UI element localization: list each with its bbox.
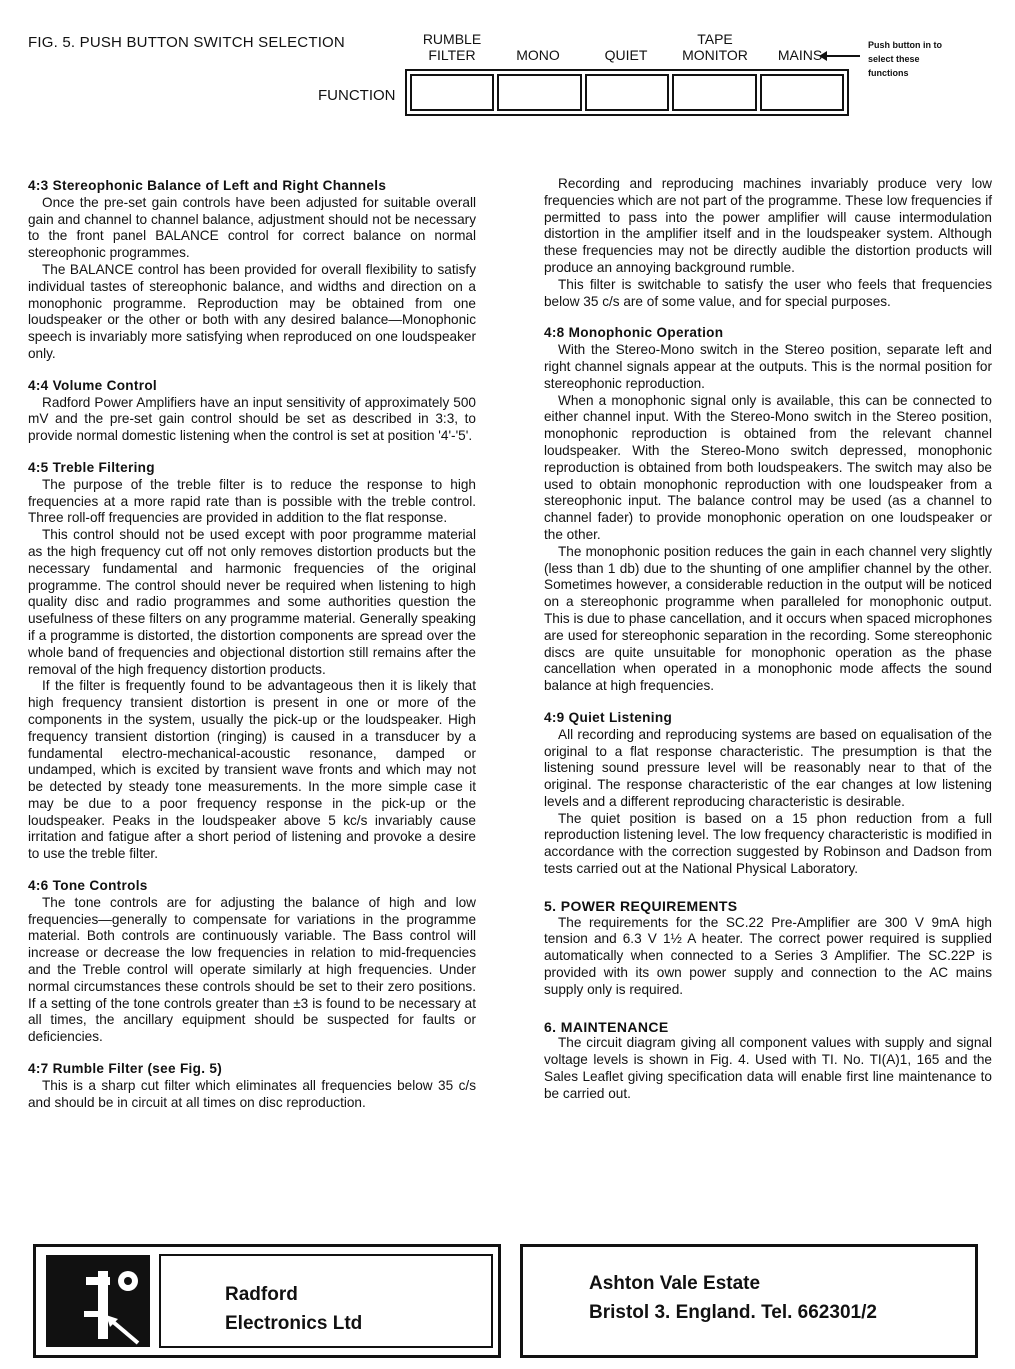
section-4-6 <box>28 878 476 1046</box>
switch-mains <box>760 74 844 111</box>
section-6-maintenance <box>544 1019 992 1103</box>
switch-rumble-filter <box>410 74 494 111</box>
section-4-7 <box>28 1061 476 1111</box>
paragraph: This filter is switchable to satisfy the user who feels that frequencies below 35 c/s are of some value, and for special purposes. <box>544 276 992 309</box>
section-heading: 4:8 Monophonic Operation <box>544 325 724 341</box>
section-4-8 <box>544 325 992 695</box>
section-4-3 <box>28 178 476 363</box>
arrow-icon <box>826 55 860 57</box>
label-tape-monitor: TAPE MONITOR <box>682 31 748 63</box>
section-heading: 4:6 Tone Controls <box>28 878 148 894</box>
section-4-4 <box>28 378 476 445</box>
switch-mono <box>497 74 581 111</box>
section-heading: 5. POWER REQUIREMENTS <box>544 897 738 914</box>
paragraph: When a monophonic signal only is available, this can be connected to either channel input. With the Stereo-Mono switch in the Stereo position, monophonic reproduction is obtained from the relevant channel loudspeaker. With the Stereo-Mono switch depressed, monophonic reproduction is obtained from both loudspeakers. The switch may also be used to obtain monophonic reproduction with one loudspeaker from a stereophonic input. The balance control may be used (as a channel to channel fader) to provide monophonic operation on one loudspeaker or the other. <box>544 392 992 542</box>
paragraph: Once the pre-set gain controls have been adjusted for suitable overall gain and channel to channel balance, adjustment should not be necessary to the front panel BALANCE control for correct balance on normal stereophonic programmes. <box>28 194 476 261</box>
paragraph: This control should not be used except with poor programme material as the high frequency cut off not only removes distortion products but the necessary fundamental and harmonic frequencies of the original programme. The control should never be required when listening to high quality disc and radio programmes and some authorities question the usefulness of these filters on any programme material. Generally speaking if a programme is distorted, the distortion components are spread over the whole band of frequencies and objectional distortion still remains after the removal of the high frequency distortion products. <box>28 527 476 677</box>
paragraph: With the Stereo-Mono switch in the Stereo position, separate left and right channel signals appear at the outputs. This is the normal position for stereophonic reproduction. <box>544 342 992 391</box>
section-heading: 4:4 Volume Control <box>28 377 158 393</box>
section-4-5 <box>28 460 476 863</box>
paragraph: The quiet position is based on a 15 phon reduction from a full reproduction listening level. The low frequency characteristic is modified in accordance with the correction suggested by Robinson and Dadson from tests carried out at the National Physical Laboratory. <box>544 810 992 877</box>
company-line-2: Electronics Ltd <box>225 1313 363 1334</box>
paragraph: The circuit diagram giving all component values with supply and signal voltage levels is shown in Fig. 4. Used with TI. No. TI(A)1, 165 and the Sales Leaflet giving specification data will enable first line maintenance to be carried out. <box>544 1035 992 1101</box>
left-column <box>28 178 476 1126</box>
section-5-power <box>544 898 992 999</box>
address-box <box>520 1244 978 1358</box>
paragraph: This is a sharp cut filter which eliminates all frequencies below 35 c/s and should be in circuit at all times on disc reproduction. <box>28 1077 476 1110</box>
push-note: Push button in to select these functions <box>868 40 942 78</box>
paragraph: Radford Power Amplifiers have an input sensitivity of approximately 500 mV and the pre-set gain control should be set as described in 3:3, to provide normal domestic listening when the control is set at position '4'-'5'. <box>28 394 476 444</box>
label-mono: MONO <box>516 47 560 63</box>
figure-caption: FIG. 5. PUSH BUTTON SWITCH SELECTION <box>28 34 345 51</box>
paragraph: The requirements for the SC.22 Pre-Amplifier are 300 V 9mA high tension and 6.3 V 1½ A heater. The correct power required is supplied automatically when connected to a Series 3 Amplifier. The SC.22P is provided with its own power supply and connection to the AC mains supply only is required. <box>544 914 992 997</box>
function-label: FUNCTION <box>318 87 396 104</box>
section-heading: 4:3 Stereophonic Balance of Left and Right Channels <box>28 178 387 193</box>
company-box <box>33 1244 501 1358</box>
address-line-1: Ashton Vale Estate <box>589 1273 761 1294</box>
label-rumble-filter: RUMBLE FILTER <box>422 31 482 63</box>
label-quiet: QUIET <box>604 47 648 63</box>
section-heading: 6. MAINTENANCE <box>544 1018 669 1035</box>
right-column <box>544 176 992 1118</box>
paragraph: The BALANCE control has been provided for overall flexibility to satisfy individual tastes of stereophonic balance, and widths and direction on a monophonic programme. Reproduction may be obtained from one loudspeaker or the other or both with any desired balance—Monophonic speech is invariably more satisfying when reproduced on one loudspeaker only. <box>28 261 476 361</box>
paragraph: The monophonic position reduces the gain in each channel very slightly (less than 1 db) due to the shunting of one amplifier channel by the other. Sometimes however, a considerable reduction in the output will be noticed on a stereophonic programme when paralleled for monophonic output. This is due to phase cancellation, and it occurs when spaced microphones are used for stereophonic separation in the recording. Some stereophonic discs are quite unsuitable for monophonic operation as the phase cancellation when operated in a monophonic mode affects the sound balance at high frequencies. <box>544 543 992 694</box>
switch-quiet <box>585 74 669 111</box>
section-4-9 <box>544 710 992 878</box>
address-line-2: Bristol 3. England. Tel. 662301/2 <box>589 1302 877 1323</box>
section-heading: 4:7 Rumble Filter (see Fig. 5) <box>28 1061 223 1077</box>
section-heading: 4:5 Treble Filtering <box>28 459 155 475</box>
company-name-box <box>159 1254 493 1348</box>
paragraph: If the filter is frequently found to be advantageous then it is likely that high frequency transient distortion is present in one or more of the components in the system, usually the pick-up or the loudspeaker. High frequency transient distortion (ringing) is caused in a transducer by a fundamental electro-mechanical-acoustic resonance, damped or undamped, which is excited by transient wave fronts and which may not be detected by steady tone measurements. In the more simple case it may be due to a poor frequency response in the pick-up or the loudspeaker. Peaks in the loudspeaker above 5 kc/s invariably cause irritation and fatigue after a short period of listening and provoke a desire to use the treble filter. <box>28 678 476 862</box>
section-heading: 4:9 Quiet Listening <box>544 709 673 725</box>
paragraph: The tone controls are for adjusting the balance of high and low frequencies—generally to compensate for variations in the programme material. Both controls are continuously variable. The Bass control will increase or decrease the low frequencies in relation to mid-frequencies and the Treble control will operate similarly at high frequencies. Under normal circumstances these controls should be set to their zero positions. If a setting of the tone controls greater than ±3 is found to be necessary at all times, the ancillary equipment should be suspected for faults or deficiencies. <box>28 894 476 1045</box>
section-4-7-continued <box>544 176 992 310</box>
paragraph: All recording and reproducing systems are based on equalisation of the original to a flat response characteristic. The presumption is that the listening sound pressure level will be reasonably near to that of the original. The response characteristic of the ear changes at low listening levels and a different reproducing characteristic is desirable. <box>544 726 992 809</box>
switch-bank-diagram <box>405 69 849 116</box>
switch-tape-monitor <box>672 74 756 111</box>
company-address <box>589 1269 877 1327</box>
company-name <box>225 1280 362 1338</box>
paragraph: The purpose of the treble filter is to reduce the response to high frequencies at a more rapid rate than is possible with the treble control. Three roll-off frequencies are provided in addition to the flat response. <box>28 476 476 526</box>
radford-logo-icon <box>46 1255 150 1347</box>
paragraph: Recording and reproducing machines invariably produce very low frequencies which are not part of the programme. These low frequencies if permitted to pass into the power amplifier will cause intermodulation distortion in the amplifier itself and in the loudspeaker system. Although these frequencies may not be directly audible the distortion products will produce an annoying background rumble. <box>544 176 992 275</box>
label-mains: MAINS <box>777 47 823 63</box>
company-line-1: Radford <box>225 1284 298 1305</box>
